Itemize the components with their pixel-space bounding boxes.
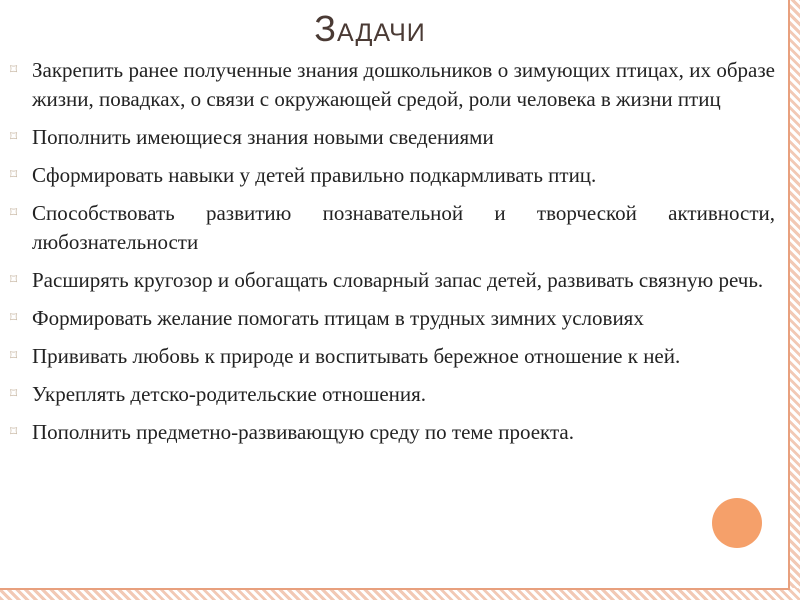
list-item xyxy=(10,380,775,409)
list-item xyxy=(10,123,775,152)
list-item xyxy=(10,342,775,371)
bullet-icon: ⌑ xyxy=(10,311,18,326)
list-item xyxy=(10,56,775,114)
bottom-border-line xyxy=(0,588,790,590)
bullet-icon: ⌑ xyxy=(10,273,18,288)
list-item-text: Способствовать развитию познавательной и творческой активности, любознательности xyxy=(32,201,775,254)
slide-title: Задачи xyxy=(314,8,426,49)
bullet-icon: ⌑ xyxy=(10,168,18,183)
bullet-icon: ⌑ xyxy=(10,206,18,221)
list-item xyxy=(10,418,775,447)
bullet-icon: ⌑ xyxy=(10,349,18,364)
bullet-icon: ⌑ xyxy=(10,425,18,440)
list-item-text: Сформировать навыки у детей правильно подкармливать птиц. xyxy=(32,163,597,187)
bullet-icon: ⌑ xyxy=(10,130,18,145)
list-item xyxy=(10,266,775,295)
list-item-text: Формировать желание помогать птицам в трудных зимних условиях xyxy=(32,306,644,330)
orange-circle-decoration xyxy=(712,498,762,548)
list-item-text: Пополнить имеющиеся знания новыми сведениями xyxy=(32,125,494,149)
list-item-text: Закрепить ранее полученные знания дошкольников о зимующих птицах, их образе жизни, повадках, о связи с окружающей средой, роли человека в жизни птиц xyxy=(32,58,775,111)
right-border-line xyxy=(788,0,790,600)
list-item-text: Прививать любовь к природе и воспитывать бережное отношение к ней. xyxy=(32,344,681,368)
list-item-text: Укреплять детско-родительские отношения. xyxy=(32,382,427,406)
list-item-text: Расширять кругозор и обогащать словарный запас детей, развивать связную речь. xyxy=(32,268,764,292)
list-item xyxy=(10,304,775,333)
list-item xyxy=(10,199,775,257)
list-item xyxy=(10,161,775,190)
bullet-icon: ⌑ xyxy=(10,387,18,402)
bullet-list xyxy=(10,56,775,456)
list-item-text: Пополнить предметно-развивающую среду по теме проекта. xyxy=(32,420,574,444)
bullet-icon: ⌑ xyxy=(10,63,18,78)
